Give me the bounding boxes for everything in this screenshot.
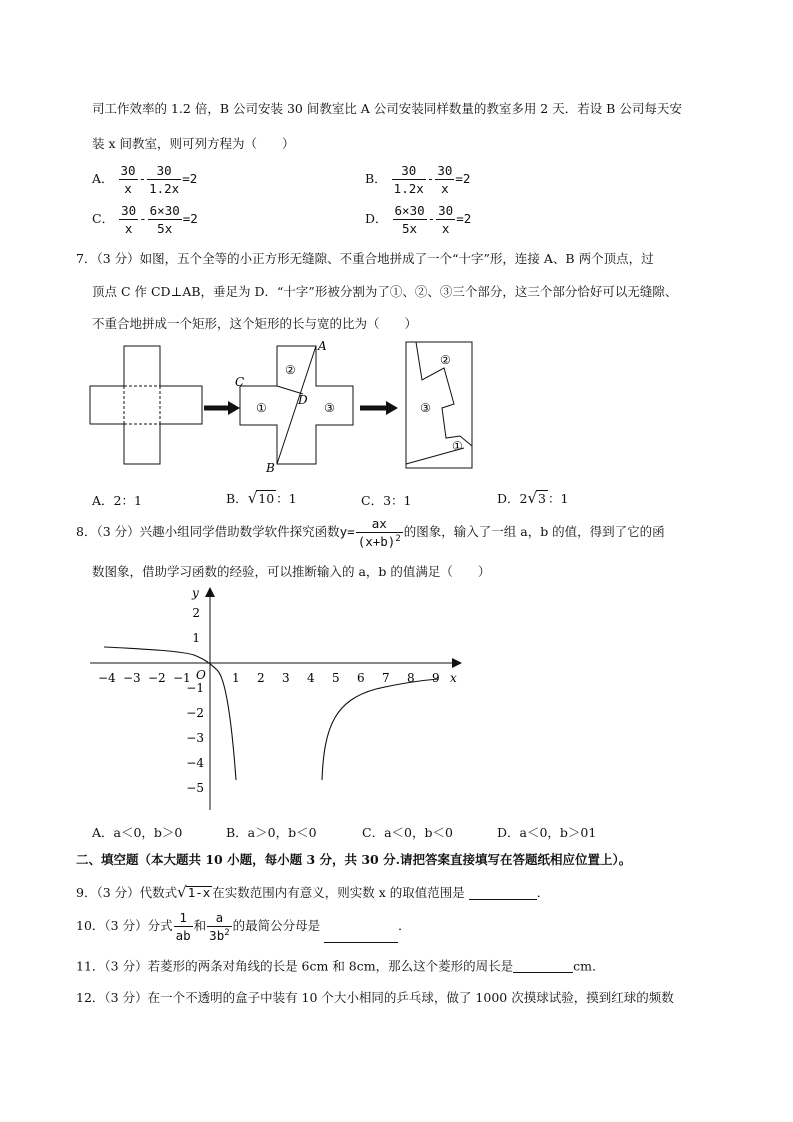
- q6-option-b-label: B．: [365, 171, 387, 186]
- x-tick: 5: [332, 671, 340, 685]
- q6-option-a-frac1: $\frac{30}{x}$: [120, 163, 136, 196]
- q8-text-line2: 数图象，借助学习函数的经验，可以推断输入的 a，b 的值满足（ ）: [92, 564, 491, 579]
- rect-part-label-1: ①: [452, 439, 463, 453]
- q6-option-a-frac2: $\frac{30}{1.2x}$: [149, 163, 180, 196]
- q6-option-a[interactable]: A． $\frac{30}{x}$ - $\frac{30}{1.2x}$ =2: [92, 163, 198, 196]
- y-tick: −2: [186, 706, 204, 720]
- y-tick: −3: [186, 731, 204, 745]
- q8-function-graph: [86, 585, 466, 815]
- y-tick: 2: [192, 606, 200, 620]
- x-axis-label: x: [450, 671, 457, 685]
- q7-option-b-radicand: 10: [258, 491, 275, 506]
- q9-answer-blank[interactable]: [469, 887, 537, 900]
- q8-option-c[interactable]: C．a＜0，b＜0: [362, 825, 453, 840]
- x-tick: 2: [257, 671, 265, 685]
- q10: 10．（3 分）分式 $\frac{1}{ab}$ 和 $\frac{a}{3b^2}$ 的最简公分母是 ．: [76, 910, 411, 944]
- rect-part-label-3: ③: [420, 401, 431, 415]
- label-c: C: [235, 375, 245, 389]
- q7-option-a[interactable]: A．2：1: [92, 493, 142, 508]
- q6-option-b-frac1: $\frac{30}{1.2x}$: [393, 163, 424, 196]
- x-tick: 6: [357, 671, 365, 685]
- x-tick-labels: [98, 671, 440, 685]
- q7-option-d[interactable]: D．2√3 ：1: [497, 489, 569, 507]
- q8-function-frac: $\frac{ax}{(x+b)^2}$: [357, 516, 401, 550]
- rect-part-label-2: ②: [440, 353, 451, 367]
- q7-text-line2: 顶点 C 作 CD⊥AB，垂足为 D．“十字”形被分割为了①、②、③三个部分，这三个部分恰好可以无缝隙、: [92, 284, 678, 299]
- x-tick: 7: [382, 671, 390, 685]
- q7-option-b[interactable]: B．√10 ：1: [226, 489, 297, 507]
- q6-option-d-label: D．: [365, 211, 388, 226]
- label-d: D: [298, 393, 308, 407]
- q6-option-c[interactable]: C． $\frac{30}{x}$ - $\frac{6\times 30}{5x}$ =2: [92, 203, 198, 236]
- q9: 9．（3 分）代数式√1-x 在实数范围内有意义，则实数 x 的取值范围是 ．: [76, 883, 550, 901]
- x-tick: 8: [407, 671, 415, 685]
- x-tick: −4: [98, 671, 116, 685]
- origin-label: O: [196, 668, 206, 682]
- q7-figure: [80, 338, 500, 478]
- x-tick: 3: [282, 671, 290, 685]
- q6-option-d-frac2: $\frac{30}{x}$: [438, 203, 454, 236]
- arrow-right-icon-1: [204, 401, 240, 415]
- q11-answer-blank[interactable]: [513, 960, 573, 973]
- y-tick: 1: [192, 631, 200, 645]
- q8-option-d[interactable]: D．a＜0，b＞01: [497, 825, 597, 840]
- y-tick: −4: [186, 756, 204, 770]
- graph-curve-right: [322, 679, 438, 780]
- q7-option-c[interactable]: C．3：1: [361, 493, 412, 508]
- x-tick: 4: [307, 671, 315, 685]
- q8-option-b[interactable]: B．a＞0，b＜0: [226, 825, 317, 840]
- x-tick: −2: [148, 671, 166, 685]
- part-label-3: ③: [324, 401, 335, 415]
- q6-option-a-label: A．: [92, 171, 114, 186]
- label-b: B: [266, 461, 275, 475]
- q6-option-b-frac2: $\frac{30}{x}$: [437, 163, 453, 196]
- q8-text-line1: 8．（3 分）兴趣小组同学借助数学软件探究函数y= $\frac{ax}{(x+b)^2}$ 的图象，输入了一组 a，b 的值，得到了它的函: [76, 516, 665, 550]
- q6-text-line2: 装 x 间教室，则可列方程为（ ）: [92, 136, 295, 151]
- q6-option-d-frac1: $\frac{6\times 30}{5x}$: [394, 203, 425, 236]
- q7-text-line3: 不重合地拼成一个矩形，这个矩形的长与宽的比为（ ）: [92, 316, 418, 331]
- q10-frac2: $\frac{a}{3b^2}$: [209, 910, 230, 944]
- x-tick: −1: [173, 671, 191, 685]
- q11: 11．（3 分）若菱形的两条对角线的长是 6cm 和 8cm，那么这个菱形的周长是 cm．: [76, 958, 605, 974]
- q10-frac1: $\frac{1}{ab}$: [175, 910, 191, 944]
- x-tick: 9: [432, 671, 440, 685]
- q6-option-b[interactable]: B． $\frac{30}{1.2x}$ - $\frac{30}{x}$ =2: [365, 163, 471, 196]
- y-axis-label: y: [192, 586, 199, 600]
- section-2-heading: 二、填空题（本大题共 10 小题，每小题 3 分，共 30 分.请把答案直接填写在答题纸相应位置上）。: [76, 852, 632, 867]
- cross-shape-original: [90, 346, 202, 464]
- graph-curve-left: [104, 647, 236, 780]
- x-tick: −3: [123, 671, 141, 685]
- part-label-1: ①: [256, 401, 267, 415]
- y-tick: −5: [186, 781, 204, 795]
- q6-option-c-frac1: $\frac{30}{x}$: [121, 203, 137, 236]
- q6-option-c-label: C．: [92, 211, 115, 226]
- y-tick-labels: [186, 606, 204, 795]
- q6-option-c-frac2: $\frac{6\times 30}{5x}$: [149, 203, 180, 236]
- q8-option-a[interactable]: A．a＜0，b＞0: [92, 825, 183, 840]
- y-tick: −1: [186, 681, 204, 695]
- part-label-2: ②: [285, 363, 296, 377]
- q6-option-d[interactable]: D． $\frac{6\times 30}{5x}$ - $\frac{30}{x}$ =2: [365, 203, 472, 236]
- q6-text-line1: 司工作效率的 1.2 倍，B 公司安装 30 间教室比 A 公司安装同样数量的教室多用 2 天．若设 B 公司每天安: [92, 101, 682, 116]
- x-axis-arrow-icon: [452, 658, 462, 668]
- x-tick: 1: [232, 671, 240, 685]
- q7-text-line1: 7．（3 分）如图，五个全等的小正方形无缝隙、不重合地拼成了一个“十字”形，连接 A、B 两个顶点，过: [76, 251, 654, 266]
- label-a: A: [318, 339, 327, 353]
- arrow-right-icon-2: [360, 401, 398, 415]
- q12: 12．（3 分）在一个不透明的盒子中装有 10 个大小相同的乒乓球，做了 1000 次摸球试验，摸到红球的频数: [76, 990, 674, 1005]
- q7-option-d-radicand: 3: [538, 491, 546, 506]
- q10-answer-blank[interactable]: [324, 930, 398, 943]
- q9-radicand: 1-x: [187, 885, 211, 900]
- y-axis-arrow-icon: [205, 587, 215, 597]
